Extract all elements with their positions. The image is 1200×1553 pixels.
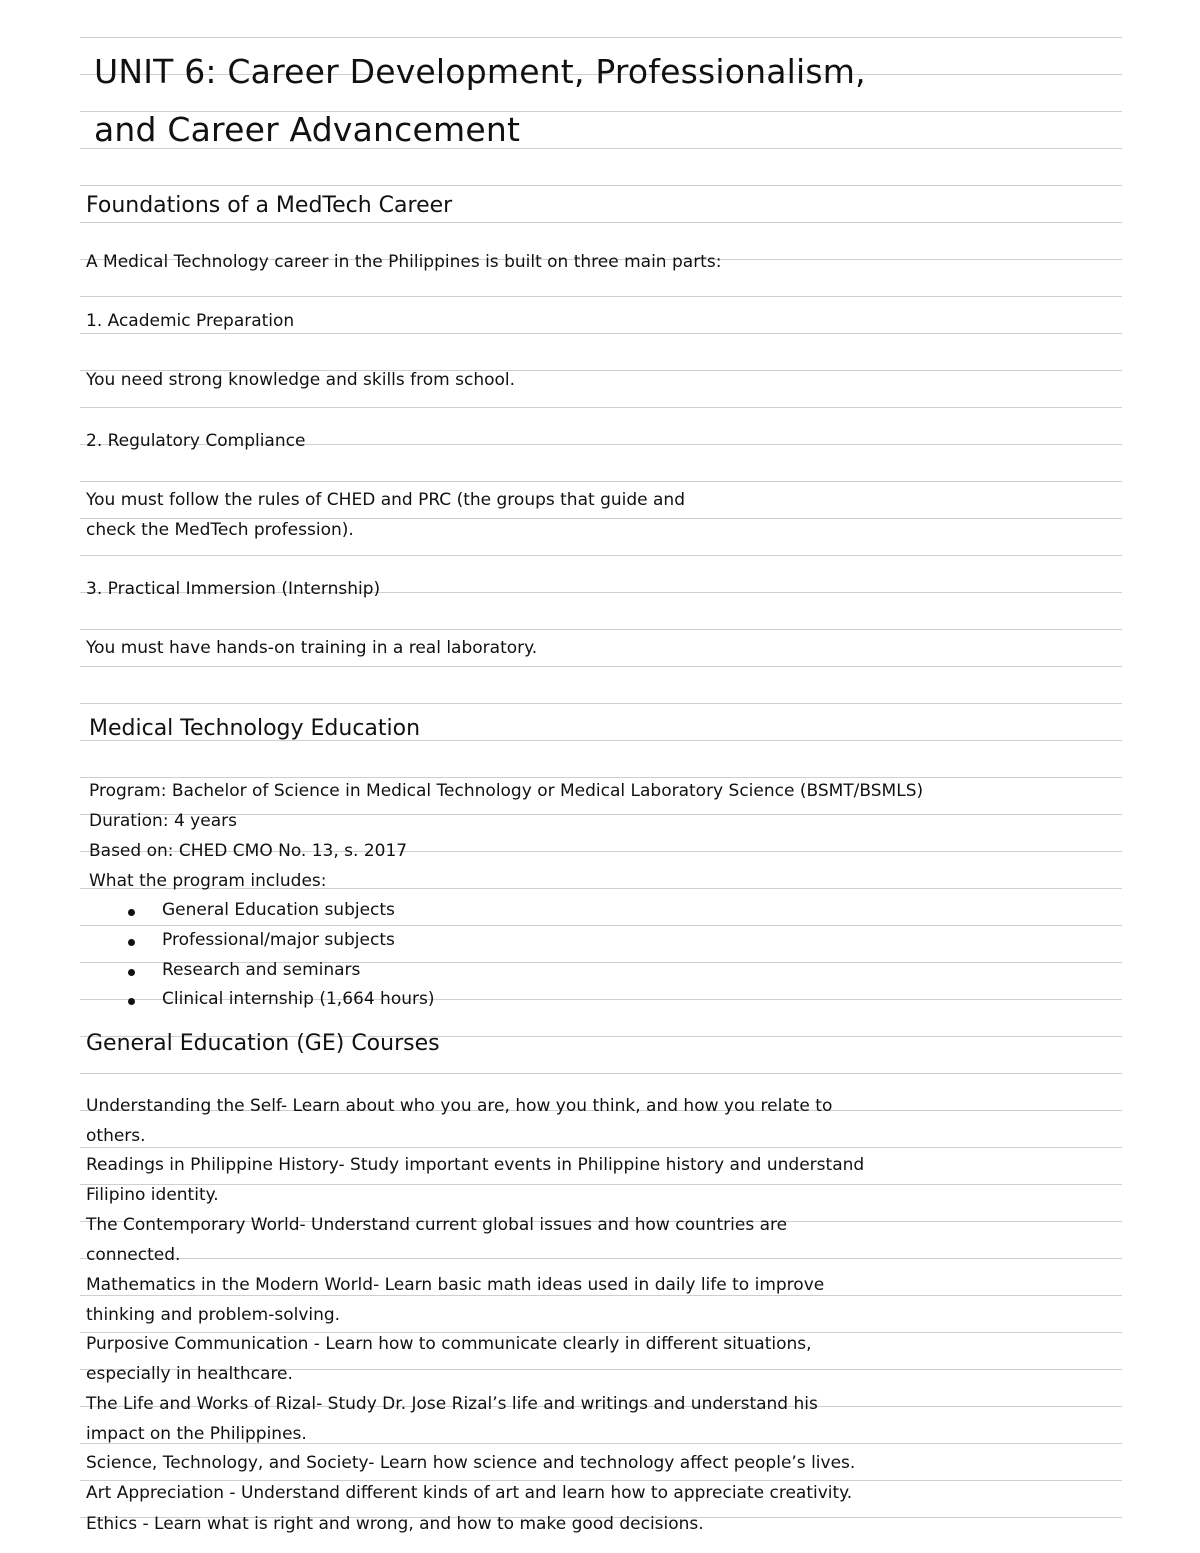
course-line: Science, Technology, and Society- Learn how science and technology affect people’s lives. xyxy=(86,1453,856,1473)
rule-line xyxy=(80,333,1122,334)
part-label: 3. Practical Immersion (Internship) xyxy=(86,579,381,599)
foundations-intro: A Medical Technology career in the Philippines is built on three main parts: xyxy=(86,252,722,272)
education-duration: Duration: 4 years xyxy=(89,811,237,831)
rule-line xyxy=(80,629,1122,630)
part-description: You need strong knowledge and skills from school. xyxy=(86,370,516,390)
bullet-icon xyxy=(128,909,135,916)
foundations-heading: Foundations of a MedTech Career xyxy=(86,193,453,218)
rule-line xyxy=(80,703,1122,704)
part-description: You must follow the rules of CHED and PRC (the groups that guide and xyxy=(86,490,685,510)
course-line: especially in healthcare. xyxy=(86,1364,293,1384)
course-line: Understanding the Self- Learn about who you are, how you think, and how you relate to xyxy=(86,1096,833,1116)
rule-line xyxy=(80,481,1122,482)
course-line: Readings in Philippine History- Study important events in Philippine history and understand xyxy=(86,1155,865,1175)
education-heading: Medical Technology Education xyxy=(89,716,421,741)
ge-heading: General Education (GE) Courses xyxy=(86,1031,440,1056)
rule-line xyxy=(80,777,1122,778)
course-line: The Contemporary World- Understand current global issues and how countries are xyxy=(86,1215,788,1235)
course-line: thinking and problem-solving. xyxy=(86,1305,341,1325)
rule-line xyxy=(80,185,1122,186)
rule-line xyxy=(80,1258,1122,1259)
education-based-on: Based on: CHED CMO No. 13, s. 2017 xyxy=(89,841,408,861)
course-line: Art Appreciation - Understand different kinds of art and learn how to appreciate creativity. xyxy=(86,1483,853,1503)
education-includes-label: What the program includes: xyxy=(89,871,327,891)
rule-line xyxy=(80,666,1122,667)
part-description: You must have hands-on training in a real laboratory. xyxy=(86,638,538,658)
bullet-icon xyxy=(128,939,135,946)
course-line: Filipino identity. xyxy=(86,1185,219,1205)
page-title-line-2: and Career Advancement xyxy=(94,110,521,149)
list-item: Research and seminars xyxy=(162,960,361,980)
rule-line xyxy=(80,1184,1122,1185)
course-line: The Life and Works of Rizal- Study Dr. Jose Rizal’s life and writings and understand his xyxy=(86,1394,818,1414)
course-line: others. xyxy=(86,1126,146,1146)
rule-line xyxy=(80,1147,1122,1148)
course-line: Purposive Communication - Learn how to communicate clearly in different situations, xyxy=(86,1334,812,1354)
rule-line xyxy=(80,37,1122,38)
rule-line xyxy=(80,1332,1122,1333)
part-description: check the MedTech profession). xyxy=(86,520,354,540)
rule-line xyxy=(80,296,1122,297)
bullet-icon xyxy=(128,969,135,976)
rule-line xyxy=(80,1073,1122,1074)
list-item: Clinical internship (1,664 hours) xyxy=(162,989,435,1009)
rule-line xyxy=(80,518,1122,519)
course-line: impact on the Philippines. xyxy=(86,1424,307,1444)
page-title-line-1: UNIT 6: Career Development, Professionalism, xyxy=(94,52,866,91)
rule-line xyxy=(80,925,1122,926)
course-line: connected. xyxy=(86,1245,181,1265)
rule-line xyxy=(80,1295,1122,1296)
course-line: Mathematics in the Modern World- Learn basic math ideas used in daily life to improve xyxy=(86,1275,825,1295)
education-program: Program: Bachelor of Science in Medical Technology or Medical Laboratory Science (BSMT/BSMLS) xyxy=(89,781,924,801)
rule-line xyxy=(80,555,1122,556)
part-label: 2. Regulatory Compliance xyxy=(86,431,306,451)
rule-line xyxy=(80,407,1122,408)
list-item: General Education subjects xyxy=(162,900,395,920)
bullet-icon xyxy=(128,998,135,1005)
part-label: 1. Academic Preparation xyxy=(86,311,295,331)
rule-line xyxy=(80,1480,1122,1481)
course-line: Ethics - Learn what is right and wrong, and how to make good decisions. xyxy=(86,1514,704,1534)
list-item: Professional/major subjects xyxy=(162,930,395,950)
rule-line xyxy=(80,222,1122,223)
